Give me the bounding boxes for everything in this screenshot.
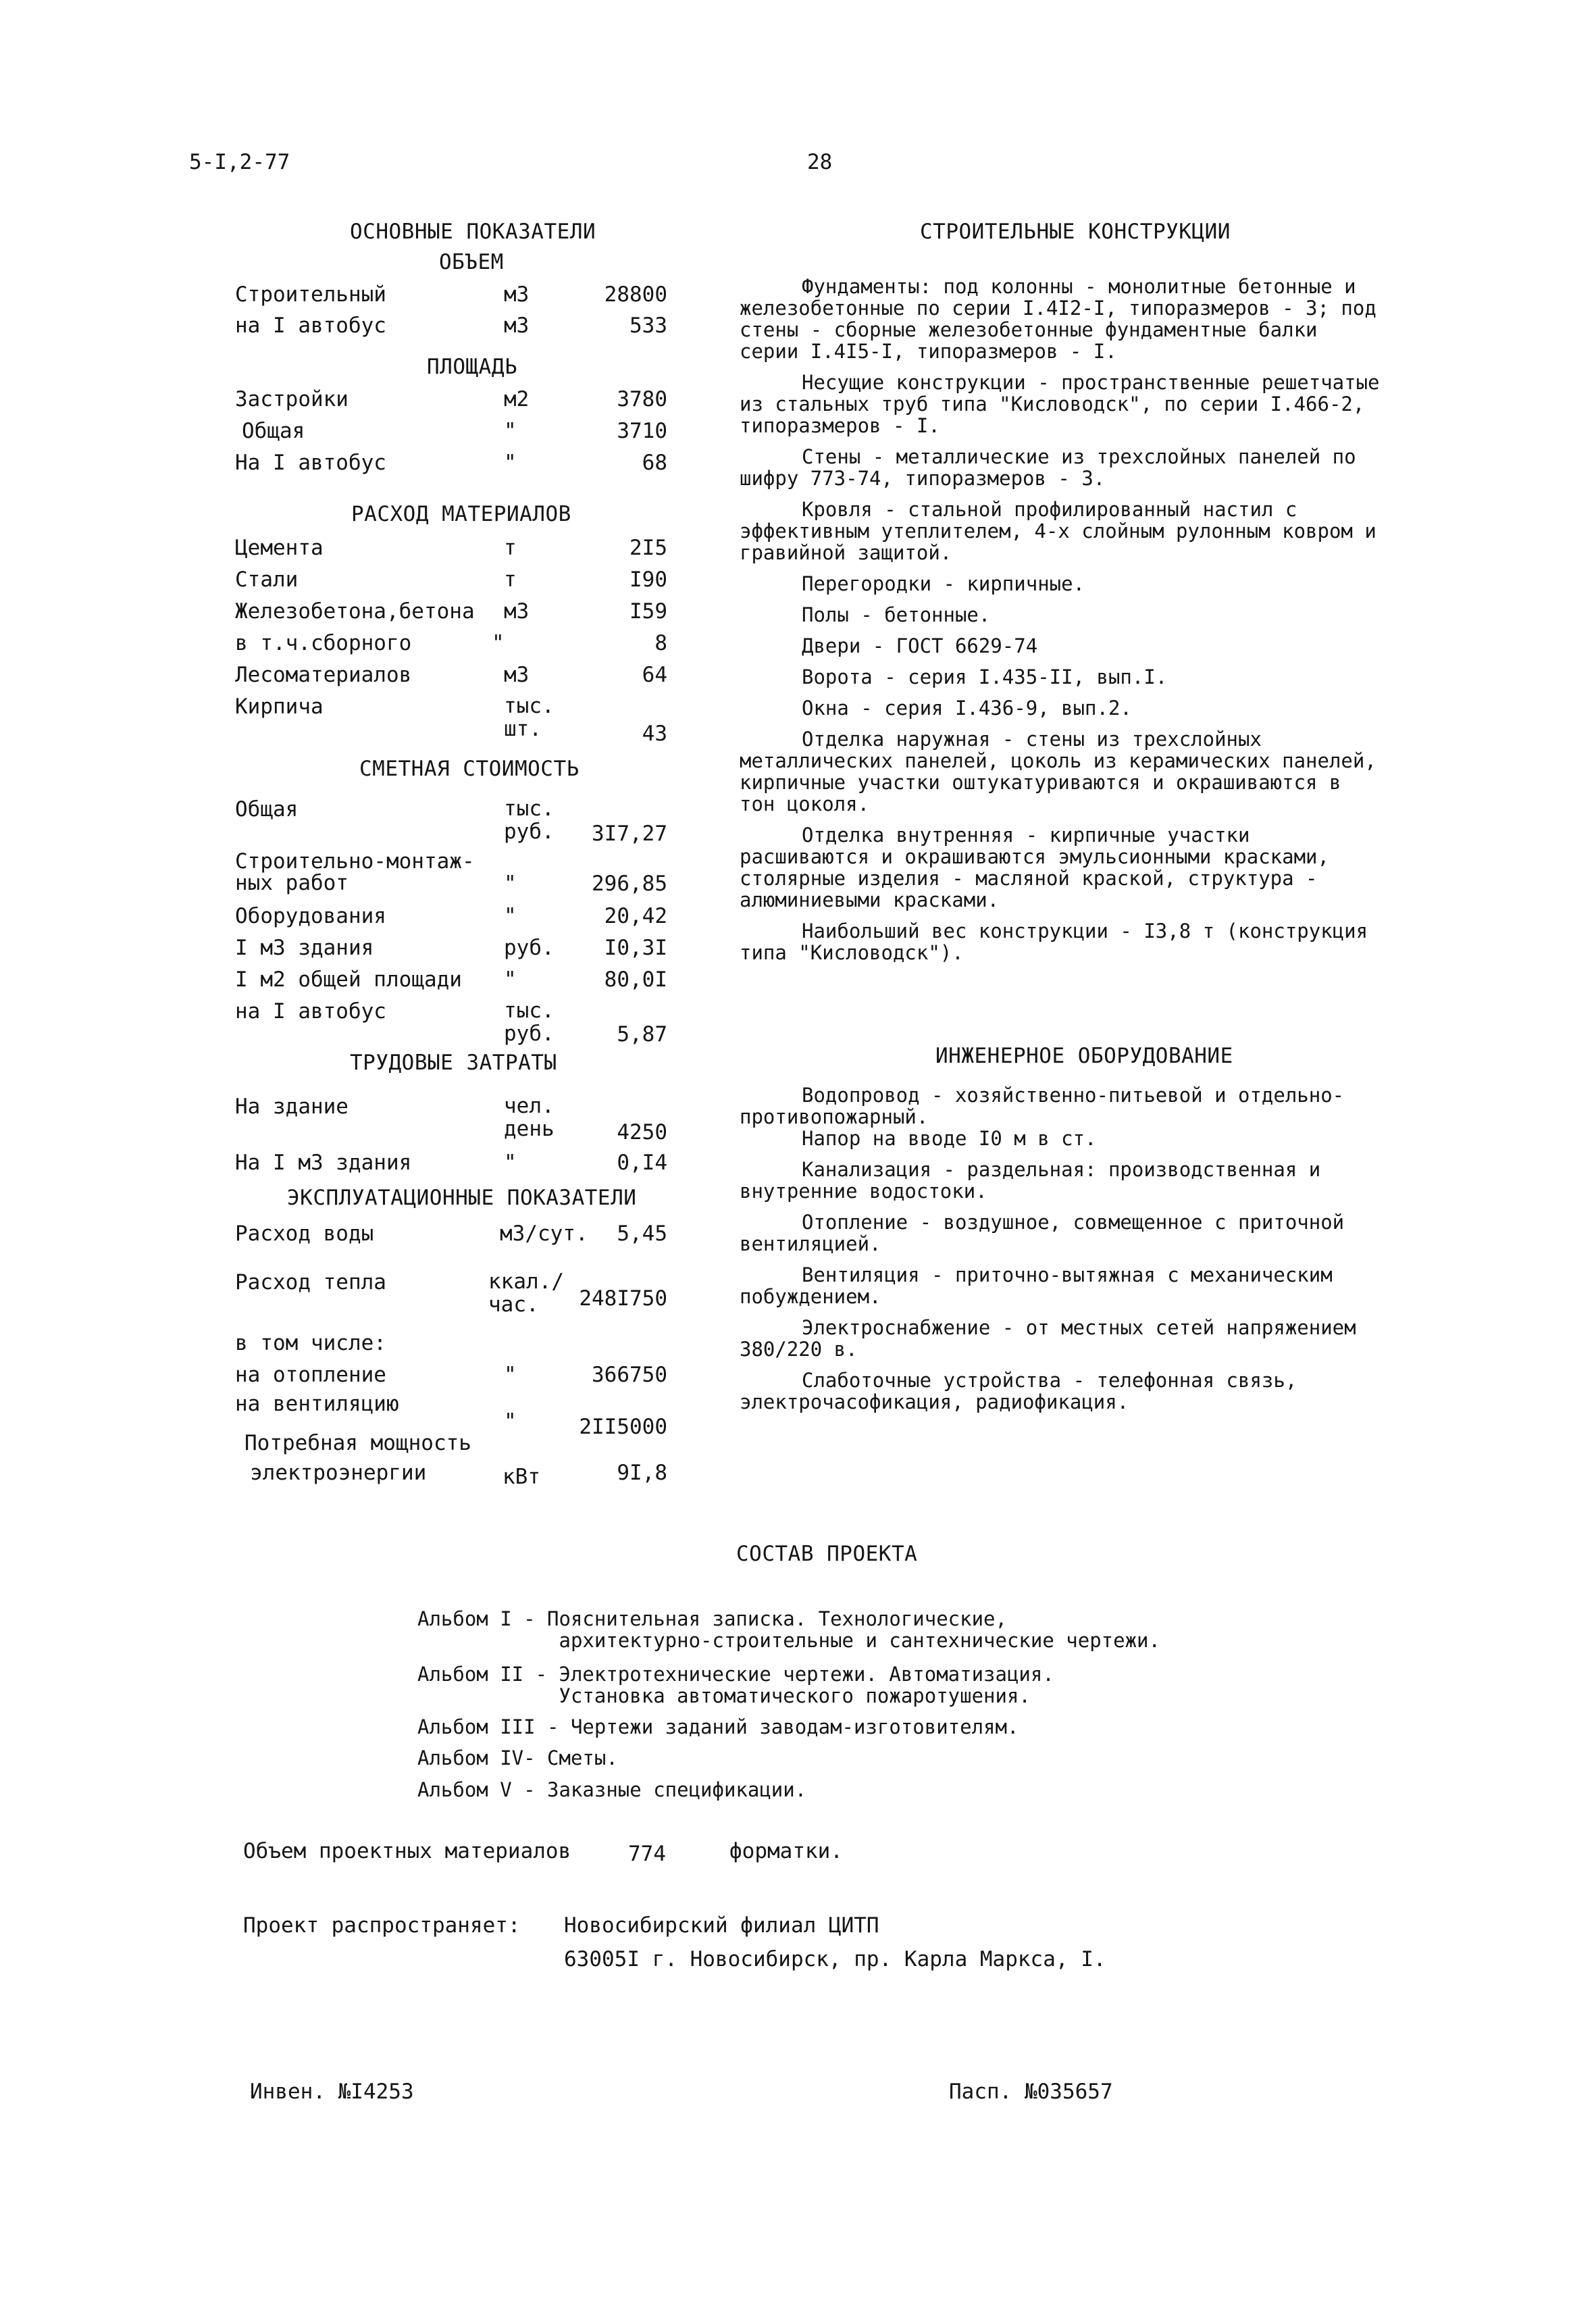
table-row	[235, 695, 667, 749]
volume-unit: форматки.	[729, 1839, 843, 1863]
paragraph: Водопровод - хозяйственно-питьевой и отдельно-противопожарный.	[740, 1084, 1345, 1128]
row-value: 3I7,27	[592, 822, 667, 846]
row-unit: т	[504, 536, 517, 560]
row-unit: "	[504, 451, 517, 475]
table-row	[235, 631, 667, 658]
table-row	[235, 1331, 667, 1358]
paragraph: Кровля - стальной профилированный настил с эффективным утеплителем, 4-х слойным рулонным ковром и гравийной защитой.	[740, 498, 1376, 564]
distributor-label: Проект распространяет:	[243, 1913, 521, 1938]
row-unit: м3/сут.	[500, 1222, 588, 1246]
paragraph: Ворота - серия I.435-II, вып.I.	[802, 665, 1168, 688]
distributor-name: Новосибирский филиал ЦИТП	[564, 1913, 879, 1938]
album-item: Альбом III - Чертежи заданий заводам-изготовителям.	[417, 1715, 1019, 1738]
row-unit: м3	[504, 663, 530, 687]
row-value: 43	[642, 722, 667, 746]
row-name: Строительно-монтаж-	[235, 849, 475, 874]
row-name: на отопление	[235, 1363, 386, 1387]
row-value: 5,45	[617, 1222, 667, 1246]
passport-number: Пасп. №035657	[949, 2080, 1113, 2104]
row-unit: тыс.	[504, 797, 555, 821]
row-unit: "	[492, 631, 505, 655]
row-unit: кВт	[503, 1465, 540, 1489]
row-unit: тыс.	[504, 999, 555, 1023]
table-row	[235, 904, 667, 931]
row-unit: "	[504, 1151, 517, 1175]
volume-label: Объем проектных материалов	[243, 1839, 571, 1863]
engineering-title: ИНЖЕНЕРНОЕ ОБОРУДОВАНИЕ	[935, 1044, 1233, 1068]
table-row	[235, 536, 667, 563]
row-name: в т.ч.сборного	[235, 631, 412, 655]
row-value: 366750	[592, 1363, 667, 1387]
page-number: 28	[807, 150, 833, 174]
area-heading: ПЛОЩАДЬ	[427, 355, 518, 379]
row-unit: ккал./	[488, 1269, 564, 1294]
table-row	[235, 282, 667, 309]
row-value: 8	[654, 631, 667, 655]
album-item: Альбом II - Электротехнические чертежи. Автоматизация. Установка автоматического пожаротушения.	[417, 1663, 1054, 1707]
row-value: 4250	[617, 1120, 667, 1145]
row-value: I59	[629, 599, 667, 624]
row-value: 2I5	[629, 536, 667, 560]
row-name: На I м3 здания	[235, 1151, 412, 1175]
cost-heading: СМЕТНАЯ СТОИМОСТЬ	[359, 757, 580, 781]
distributor-address: 63005I г. Новосибирск, пр. Карла Маркса, I.	[564, 1947, 1106, 1971]
table-row	[235, 999, 667, 1053]
paragraph: Окна - серия I.436-9, вып.2.	[802, 697, 1132, 720]
row-name: Общая	[242, 419, 305, 443]
paragraph: Несущие конструкции - пространственные решетчатые из стальных труб типа "Кисловодск", по серии I.466-2, типоразмеров - I.	[740, 371, 1380, 437]
paragraph: Фундаменты: под колонны - монолитные бетонные и железобетонные по серии I.4I2-I, типоразмеров - 3; под стены - сборные железобетонные фундаментные балки серии I.4I5-I, типоразмеров - I.	[740, 275, 1376, 363]
row-value: 9I,8	[617, 1461, 667, 1485]
row-unit-line2: руб.	[504, 1022, 555, 1046]
row-unit: руб.	[504, 936, 555, 960]
row-value: 533	[629, 313, 667, 338]
row-unit: тыс.	[504, 694, 555, 718]
row-unit: м3	[504, 282, 530, 307]
row-value: 68	[642, 451, 667, 475]
row-unit-line2: руб.	[504, 820, 555, 844]
paragraph: Полы - бетонные.	[802, 603, 991, 626]
table-row	[235, 1222, 667, 1249]
indicators-title: ОСНОВНЫЕ ПОКАЗАТЕЛИ	[350, 220, 596, 244]
table-row	[235, 599, 667, 626]
album-item: Альбом V - Заказные спецификации.	[417, 1778, 807, 1801]
row-unit: чел.	[504, 1094, 555, 1118]
row-value: 3710	[617, 419, 667, 443]
row-value: 296,85	[592, 872, 667, 896]
row-name: Расход тепла	[235, 1270, 386, 1294]
table-row	[235, 1095, 667, 1149]
operational-heading: ЭКСПЛУАТАЦИОННЫЕ ПОКАЗАТЕЛИ	[287, 1186, 637, 1210]
table-row	[235, 451, 667, 478]
row-name: Кирпича	[235, 695, 324, 719]
table-row	[235, 936, 667, 963]
row-value: I90	[629, 568, 667, 592]
paragraph: Отопление - воздушное, совмещенное с приточной вентиляцией.	[740, 1211, 1345, 1255]
volume-value: 774	[628, 1842, 666, 1866]
table-row	[235, 568, 667, 595]
row-name: Расход воды	[235, 1222, 374, 1246]
row-name: Лесоматериалов	[235, 663, 412, 687]
row-value: 2II5000	[579, 1415, 667, 1439]
document-code: 5-I,2-77	[189, 150, 290, 174]
row-unit-line2: день	[504, 1117, 555, 1141]
table-row	[235, 1270, 667, 1324]
row-name: на вентиляцию	[235, 1392, 399, 1416]
row-value: 28800	[604, 282, 667, 307]
row-name: На здание	[235, 1095, 349, 1119]
paragraph: Двери - ГОСТ 6629-74	[802, 634, 1038, 657]
construction-title: СТРОИТЕЛЬНЫЕ КОНСТРУКЦИИ	[920, 220, 1231, 244]
row-value: 248I750	[579, 1286, 667, 1311]
album-item: Альбом IV- Сметы.	[417, 1746, 618, 1769]
table-row	[235, 313, 667, 341]
row-name: на I автобус	[235, 313, 386, 338]
row-name: Потребная мощность	[244, 1431, 471, 1455]
engineering-text	[740, 1084, 1388, 1422]
row-name: I м3 здания	[235, 936, 374, 960]
row-name: Строительный	[235, 282, 386, 307]
row-value: 64	[642, 663, 667, 687]
table-row	[235, 419, 667, 446]
volume-heading: ОБЪЕМ	[439, 250, 504, 274]
paragraph: Перегородки - кирпичные.	[802, 572, 1085, 595]
row-name: Общая	[235, 797, 299, 822]
row-unit: м2	[504, 387, 530, 411]
row-unit: т	[504, 568, 517, 592]
row-name: Оборудования	[235, 904, 386, 928]
row-value: 3780	[617, 387, 667, 411]
row-unit: "	[504, 904, 517, 928]
paragraph: Вентиляция - приточно-вытяжная с механическим побуждением.	[740, 1263, 1333, 1308]
row-name: Цемента	[235, 536, 324, 560]
row-name: I м2 общей площади	[235, 967, 462, 992]
row-name: Железобетона,бетона	[235, 599, 475, 624]
table-row	[235, 850, 667, 904]
paragraph: Отделка наружная - стены из трехслойных металлических панелей, цоколь из керамических панелей, кирпичные участки оштукатуриваются и окрашиваются в тон цоколя.	[740, 728, 1376, 815]
table-row	[235, 1431, 667, 1492]
row-unit: "	[504, 419, 517, 443]
table-row	[235, 967, 667, 995]
row-name: в том числе:	[235, 1331, 386, 1355]
row-value: 0,I4	[617, 1151, 667, 1175]
row-unit: "	[504, 872, 517, 896]
paragraph: Напор на вводе I0 м в ст.	[802, 1127, 1097, 1150]
labor-heading: ТРУДОВЫЕ ЗАТРАТЫ	[350, 1051, 557, 1075]
table-row	[235, 663, 667, 690]
construction-text	[740, 276, 1388, 973]
paragraph: Наибольший вес конструкции - I3,8 т (конструкция типа "Кисловодск").	[740, 920, 1368, 964]
row-name: На I автобус	[235, 451, 386, 475]
row-unit: "	[504, 967, 517, 992]
project-title: СОСТАВ ПРОЕКТА	[736, 1542, 918, 1566]
row-name-line2: электроэнергии	[250, 1461, 427, 1485]
row-value: I0,3I	[604, 936, 667, 960]
row-unit-line2: шт.	[504, 717, 542, 741]
table-row	[235, 1151, 667, 1178]
row-name: Застройки	[235, 387, 349, 411]
row-value: 20,42	[604, 904, 667, 928]
row-unit: "	[504, 1409, 517, 1434]
row-name-line2: ных работ	[235, 871, 349, 895]
paragraph: Слаботочные устройства - телефонная связь, электрочасофикация, радиофикация.	[740, 1369, 1297, 1413]
row-unit-line2: час.	[488, 1292, 539, 1317]
row-unit: м3	[504, 313, 530, 338]
row-value: 80,0I	[604, 967, 667, 992]
table-row	[235, 1363, 667, 1390]
row-name: Стали	[235, 568, 299, 592]
paragraph: Стены - металлические из трехслойных панелей по шифру 773-74, типоразмеров - 3.	[740, 445, 1356, 490]
table-row	[235, 387, 667, 414]
album-item: Альбом I - Пояснительная записка. Технологические, архитектурно-строительные и сантехнические чертежи.	[417, 1607, 1160, 1652]
inventory-number: Инвен. №I4253	[250, 2080, 414, 2104]
paragraph: Канализация - раздельная: производственная и внутренние водостоки.	[740, 1158, 1321, 1203]
table-row	[235, 797, 667, 851]
row-unit: м3	[504, 599, 530, 624]
paragraph: Электроснабжение - от местных сетей напряжением 380/220 в.	[740, 1316, 1356, 1361]
row-unit: "	[504, 1363, 517, 1387]
row-name: на I автобус	[235, 999, 386, 1024]
materials-heading: РАСХОД МАТЕРИАЛОВ	[351, 502, 571, 526]
paragraph: Отделка внутренняя - кирпичные участки расшиваются и окрашиваются эмульсионными красками, столярные изделия - масляной краской, структура - алюминиевыми красками.	[740, 824, 1329, 911]
row-value: 5,87	[617, 1022, 667, 1047]
